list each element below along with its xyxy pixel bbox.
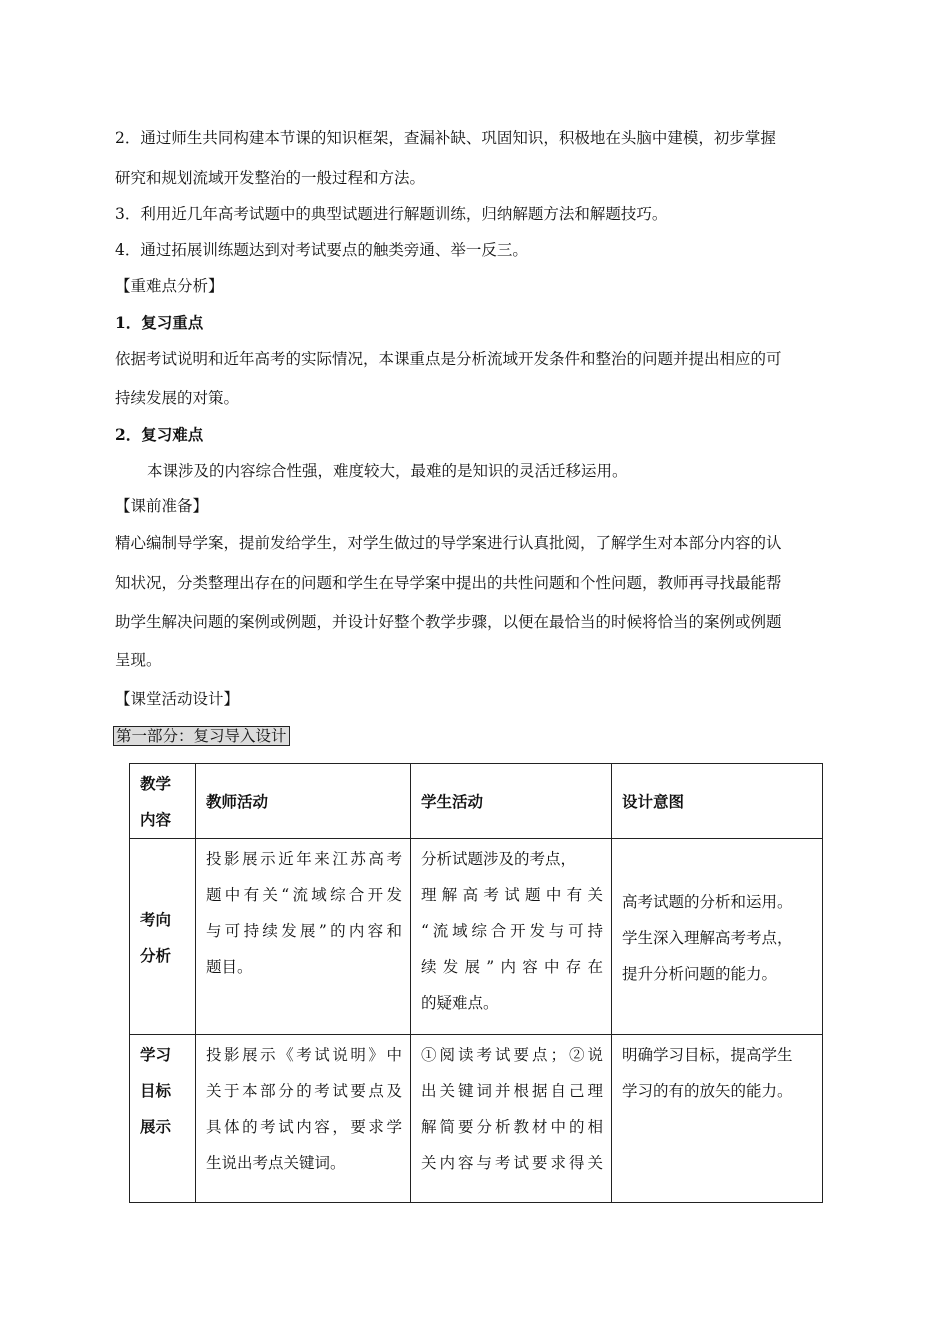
paragraph-preparation-line-1: 精心编制导学案，提前发给学生，对学生做过的导学案进行认真批阅，了解学生对本部分内容的认 (115, 534, 782, 552)
row-topic-cell: 学习 目标 展示 (130, 1035, 196, 1203)
section-heading-key-points: 【重难点分析】 (115, 277, 224, 295)
header-student-activity: 学生活动 (411, 764, 612, 839)
subheading-review-focus: 1．复习重点 (115, 313, 204, 332)
paragraph-objective-3: 3．利用近几年高考试题中的典型试题进行解题训练，归纳解题方法和解题技巧。 (115, 205, 668, 223)
table-header-row (130, 764, 823, 839)
section-heading-activity-design: 【课堂活动设计】 (115, 690, 240, 708)
part-one-label: 第一部分：复习导入设计 (113, 726, 290, 746)
paragraph-focus-line-2: 持续发展的对策。 (115, 389, 240, 407)
row-topic-cell: 考向 分析 (130, 839, 196, 1035)
lesson-plan-table (129, 763, 823, 1203)
table-row (130, 1035, 823, 1203)
paragraph-focus-line-1: 依据考试说明和近年高考的实际情况，本课重点是分析流域开发条件和整治的问题并提出相应的可 (115, 350, 782, 368)
paragraph-preparation-line-3: 助学生解决问题的案例或例题，并设计好整个教学步骤，以便在最恰当的时候将恰当的案例或例题 (115, 613, 782, 631)
row-student-cell: 分析试题涉及的考点， 理解高考试题中有关 “流域综合开发与可持 续发展”内容中存在 的疑难点。 (411, 839, 612, 1035)
subheading-review-difficulty: 2．复习难点 (115, 425, 204, 444)
paragraph-objective-2-line-2: 研究和规划流域开发整治的一般过程和方法。 (115, 169, 426, 187)
row-intent-cell: 高考试题的分析和运用。 学生深入理解高考考点， 提升分析问题的能力。 (612, 839, 823, 1035)
row-student-cell: ①阅读考试要点；②说 出关键词并根据自己理 解简要分析教材中的相 关内容与考试要求得关 (411, 1035, 612, 1203)
paragraph-objective-4: 4．通过拓展训练题达到对考试要点的触类旁通、举一反三。 (115, 241, 528, 259)
row-teacher-cell: 投影展示近年来江苏高考 题中有关“流域综合开发 与可持续发展”的内容和 题目。 (196, 839, 411, 1035)
row-teacher-cell: 投影展示《考试说明》中 关于本部分的考试要点及 具体的考试内容，要求学 生说出考点关键词。 (196, 1035, 411, 1203)
header-design-intent: 设计意图 (612, 764, 823, 839)
header-teacher-activity: 教师活动 (196, 764, 411, 839)
section-heading-preparation: 【课前准备】 (115, 497, 209, 515)
table-row (130, 839, 823, 1035)
header-teaching-content: 教学 内容 (130, 764, 196, 839)
paragraph-preparation-line-2: 知状况，分类整理出存在的问题和学生在导学案中提出的共性问题和个性问题，教师再寻找最能帮 (115, 574, 782, 592)
paragraph-difficulty: 本课涉及的内容综合性强，难度较大，最难的是知识的灵活迁移运用。 (147, 462, 628, 480)
paragraph-objective-2-line-1: 2．通过师生共同构建本节课的知识框架，查漏补缺、巩固知识，积极地在头脑中建模，初步掌握 (115, 129, 776, 147)
row-intent-cell: 明确学习目标，提高学生 学习的有的放矢的能力。 (612, 1035, 823, 1203)
paragraph-preparation-line-4: 呈现。 (115, 651, 162, 669)
